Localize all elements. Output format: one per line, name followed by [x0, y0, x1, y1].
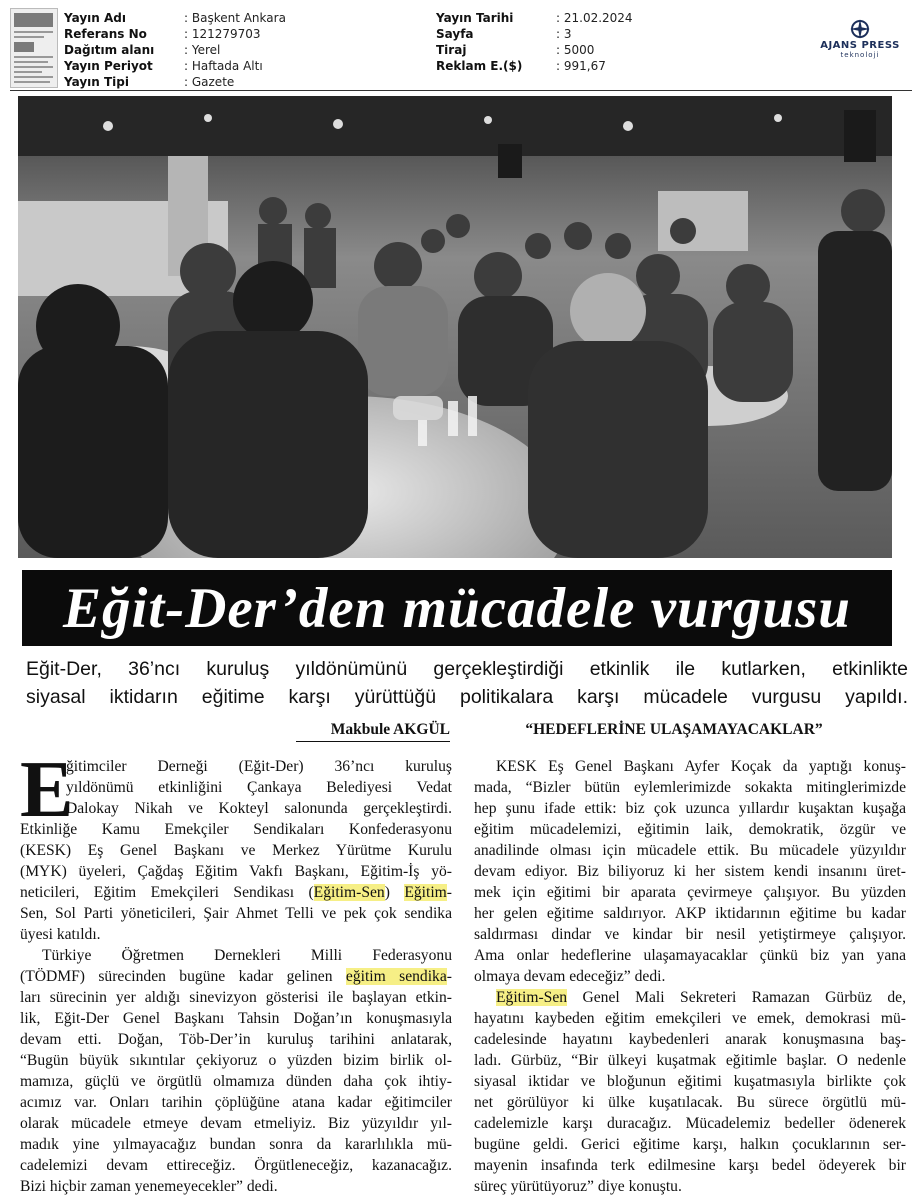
body-line: üyesi katıldı. [20, 926, 101, 943]
body-line: Ama onlar hedeflerine ulaşamayacaklar çünkü biz yan yana [474, 947, 906, 964]
body-line: ğitimciler Derneği (Eğit-Der) 36’ncı kuruluş [66, 758, 452, 775]
body-line: (KESK) Eş Genel Başkanı ve Merkez Yürütme Kurulu [20, 842, 452, 859]
header-divider [10, 90, 912, 91]
newspaper-thumbnail[interactable] [10, 8, 58, 88]
body-line: devam etti. Doğan, Töb-Der’in kuruluş tarihini anlatarak, [20, 1031, 452, 1048]
body-line: neticileri, Eğitim Emekçileri Sendikası (Eğitim-Sen) Eğitim- [20, 884, 452, 901]
ajans-press-logo [808, 18, 912, 64]
body-line: olarak mücadele etmeye devam etmeliyiz. Biz yüzyıldır yıl- [20, 1115, 452, 1132]
body-line: Bizi hiçbir zaman yenemeyecekler” dedi. [20, 1178, 278, 1195]
body-line: cadelesinde hayatını kaybedenleri anarak konuşmasına baş- [474, 1031, 906, 1048]
body-line: siyasal iktidar ve bloğunun eğitimi kuşatmasıyla birlikte çok [474, 1073, 906, 1090]
body-line: saldırması dindar ve kindar bir nesil yetiştirmeye çalışıyor. [474, 926, 906, 943]
meta-row-circulation: Tiraj : 5000 [436, 43, 595, 57]
body-line: madık yine yılmayacağız bundan sonra da kararlılıkla mü- [20, 1136, 452, 1153]
meta-row-name: Yayın Adı : Başkent Ankara [64, 11, 286, 25]
body-line: (TÖDMF) sürecinden bugüne kadar gelinen eğitim sendika- [20, 968, 452, 985]
highlighted-keyword: eğitim sendika [345, 968, 447, 985]
body-line: anadilinde olması için mücadele ettik. Bu mücadele yüzyıldır [474, 842, 906, 859]
body-line: cadelemizi devam ettireceğiz. Örgütleneceğiz, kazanacağız. [20, 1157, 452, 1174]
body-line: hayatını kaybeden eğitim emekçileri ve emek, demokrasi mü- [474, 1010, 906, 1027]
body-line: KESK Eş Genel Başkanı Ayfer Koçak da yaptığı konuş- [496, 758, 906, 775]
body-line: Dalokay Nikah ve Kokteyl salonunda gerçekleştirdi. [66, 800, 452, 817]
body-line: mamıza, güçlü ve örgütlü olmamıza dünden daha çok ihtiy- [20, 1073, 452, 1090]
event-photo [18, 96, 892, 558]
author-byline: Makbule AKGÜL [296, 720, 450, 742]
logo-name: AJANS PRESS [820, 40, 900, 51]
drop-cap: E [20, 746, 74, 834]
lead-line: siyasal iktidarın eğitime karşı yürüttüğü politikalara karşı mücadele vurgusu yapıldı. [26, 686, 908, 708]
highlighted-keyword: Eğitim-Sen [313, 884, 385, 901]
logo-subtitle: teknoloji [840, 51, 880, 59]
body-line: bugüne geldi. Gerici eğitime karşı, halkın çocuklarının ser- [474, 1136, 906, 1153]
body-line: ladı. Gürbüz, “Bir ülkeyi kuşatmak eğitimle başlar. O nedenle [474, 1052, 906, 1069]
body-line: olmaya devam edeceğiz” dedi. [474, 968, 666, 985]
article-headline: Eğit-Der’den mücadele vurgusu [22, 570, 892, 646]
meta-row-type: Yayın Tipi : Gazete [64, 75, 235, 89]
clipping-header [0, 0, 920, 92]
publication-info-right [436, 10, 633, 74]
body-line: net görülüyor ki ülke kuşatılacak. Bu sürece örgütlü mü- [474, 1094, 906, 1111]
body-line: cadelemizle karşı duracağız. Mücadelemiz bedeller ödenerek [474, 1115, 906, 1132]
body-line: Sen, Sol Parti yöneticileri, Şair Ahmet Telli ve pek çok sendika [20, 905, 452, 922]
body-line: mayenin insafında terk edilmesine karşı bedel ödeyerek bir [474, 1157, 906, 1174]
body-line: acımız var. Onları tarihin çöplüğüne atana kadar eğitimciler [20, 1094, 452, 1111]
body-line: mek için eğitimi bir aparata çevirmeye çalışıyor. Bu yüzden [474, 884, 906, 901]
body-line: ları sürecinin yer aldığı sinevizyon gösterisi ile başlayan etkin- [20, 989, 452, 1006]
banquet-hall-photo-icon [18, 96, 892, 558]
meta-row-reference: Referans No : 121279703 [64, 27, 261, 41]
meta-row-ad-value: Reklam E.($) : 991,67 [436, 59, 606, 73]
body-line: her gelen eğitime saldırıyor. AKP iktidarının eğitime bu kadar [474, 905, 906, 922]
compass-logo-icon [847, 18, 873, 40]
body-line: “Bugün büyük sıkıntılar çekiyoruz o yüzden bizim birlik ol- [20, 1052, 452, 1069]
meta-row-page: Sayfa : 3 [436, 27, 572, 41]
highlighted-keyword: Eğitim [404, 884, 447, 901]
lead-line: Eğit-Der, 36’ncı kuruluş yıldönümünü gerçekleştirdiği etkinlik ile kutlarken, etkinlikte [26, 658, 908, 680]
body-line: süreç yürütüyoruz” diye konuştu. [474, 1178, 682, 1195]
highlighted-keyword: Eğitim-Sen [496, 989, 568, 1006]
body-line: yıldönümü etkinliğini Çankaya Belediyesi Vedat [66, 779, 452, 796]
body-line: Türkiye Öğretmen Dernekleri Milli Federasyonu [42, 947, 452, 964]
body-line: Etkinliğe Kamu Emekçiler Sendikaları Konfederasyonu [20, 821, 452, 838]
meta-row-date: Yayın Tarihi : 21.02.2024 [436, 11, 633, 25]
body-line: (MYK) üyeleri, Çağdaş Eğitim Vakfı Başkanı, Eğitim-İş yö- [20, 863, 452, 880]
body-line: lik, Eğit-Der Genel Başkanı Tahsin Doğan’ın konuşmasıyla [20, 1010, 452, 1027]
article-column-left [20, 746, 452, 1197]
body-line: devam ediyor. Biz biliyoruz ki her sistem kendi insanını üret- [474, 863, 906, 880]
body-line: mada, “Bizler bütün eylemlerimizde sokakta mitinglerimizde [474, 779, 906, 796]
body-line: eğitim mücadelemizi, eğitimin laik, demokratik, özgür ve [474, 821, 906, 838]
body-line: hep şunu ifade ettik: biz çok uzunca yıllardır kuşaktan kuşağa [474, 800, 906, 817]
article-lead [26, 655, 908, 711]
section-subhead: “HEDEFLERİNE ULAŞAMAYACAKLAR” [525, 721, 823, 738]
meta-row-distribution: Dağıtım alanı : Yerel [64, 43, 221, 57]
body-line: Eğitim-Sen Genel Mali Sekreteri Ramazan Gürbüz de, [496, 989, 906, 1006]
publication-info-left [64, 10, 286, 90]
meta-row-period: Yayın Periyot : Haftada Altı [64, 59, 263, 73]
article-column-right [474, 756, 906, 1197]
